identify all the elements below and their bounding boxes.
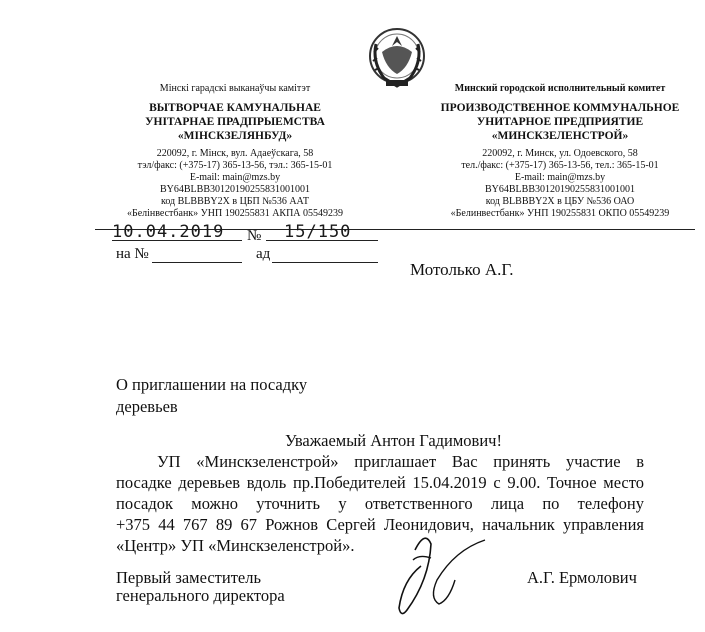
subject-line2: деревьев: [116, 397, 178, 416]
body-line2: посадке деревьев вдоль пр.Победителей 15.04.2019 с 9.00. Точное место: [116, 473, 644, 492]
body-line5: «Центр» УП «Минскзеленстрой».: [116, 536, 355, 555]
date-field: [112, 222, 242, 242]
signer-title-line1: Первый заместитель: [116, 568, 261, 587]
state-emblem-icon: [362, 22, 432, 94]
date-value: 10.04.2019: [112, 222, 225, 242]
right-council: Минский городской исполнительный комитет: [454, 83, 666, 94]
number-value: 15/150: [284, 222, 352, 242]
from-line: [272, 248, 378, 263]
signer-name: А.Г. Ермолович: [527, 568, 637, 587]
body-line4: +375 44 767 89 67 Рожнов Сергей Леонидович, начальник управления: [116, 515, 644, 534]
left-council: Мінскі гарадскі выканаўчы камітэт: [159, 83, 311, 94]
right-bank-code: код BLBBBY2X в ЦБУ №536 ОАО: [485, 196, 635, 207]
right-org-line2: УНИТАРНОЕ ПРЕДПРИЯТИЕ: [476, 116, 644, 128]
right-org-line1: ПРОИЗВОДСТВЕННОЕ КОММУНАЛЬНОЕ: [440, 102, 680, 114]
left-phone: тэл/факс: (+375-17) 365-13-56, тэл.: 365-15-01: [137, 160, 333, 171]
addressee: Мотолько А.Г.: [410, 260, 514, 279]
on-number-label: на №: [116, 246, 149, 262]
signer-title-line2: генерального директора: [116, 586, 285, 605]
right-phone: тел./факс: (+375-17) 365-13-56, тел.: 365-15-01: [461, 160, 659, 171]
right-address: 220092, г. Минск, ул. Одоевского, 58: [482, 148, 638, 159]
left-org-line3: «МІНСКЗЕЛЯНБУД»: [177, 130, 293, 142]
left-bank-code: код BLBBBY2X в ЦБП №536 ААТ: [160, 196, 309, 207]
left-org-line2: УНІТАРНАЕ ПРАДПРЫЕМСТВА: [145, 116, 325, 128]
left-account: BY64BLBB30120190255831001001: [159, 184, 310, 195]
from-label: ад: [256, 246, 271, 262]
right-account: BY64BLBB30120190255831001001: [484, 184, 635, 195]
body-line3: посадок можно уточнить у ответственного лица по телефону: [116, 494, 644, 513]
left-address: 220092, г. Мінск, вул. Адаеўскага, 58: [156, 148, 314, 159]
letter-body: [116, 451, 644, 556]
left-org-line1: ВЫТВОРЧАЕ КАМУНАЛЬНАЕ: [149, 102, 321, 114]
right-letterhead: [425, 83, 695, 220]
right-org-line3: «МИНСКЗЕЛЕНСТРОЙ»: [491, 130, 629, 142]
number-field: [266, 222, 378, 242]
subject-line1: О приглашении на посадку: [116, 375, 308, 394]
right-email: E-mail: main@mzs.by: [514, 172, 606, 183]
on-number-line: [152, 248, 242, 263]
left-letterhead: [100, 83, 370, 220]
salutation: Уважаемый Антон Гадимович!: [285, 431, 502, 450]
left-bank: «Белінвестбанк» УНП 190255831 АКПА 05549239: [126, 208, 344, 219]
body-line1: УП «Минскзеленстрой» приглашает Вас принять участие в: [157, 452, 644, 471]
handwritten-signature-icon: [385, 520, 505, 625]
right-bank: «Белинвестбанк» УНП 190255831 ОКПО 05549239: [450, 208, 670, 219]
number-label: №: [247, 228, 262, 244]
left-email: E-mail: main@mzs.by: [189, 172, 281, 183]
